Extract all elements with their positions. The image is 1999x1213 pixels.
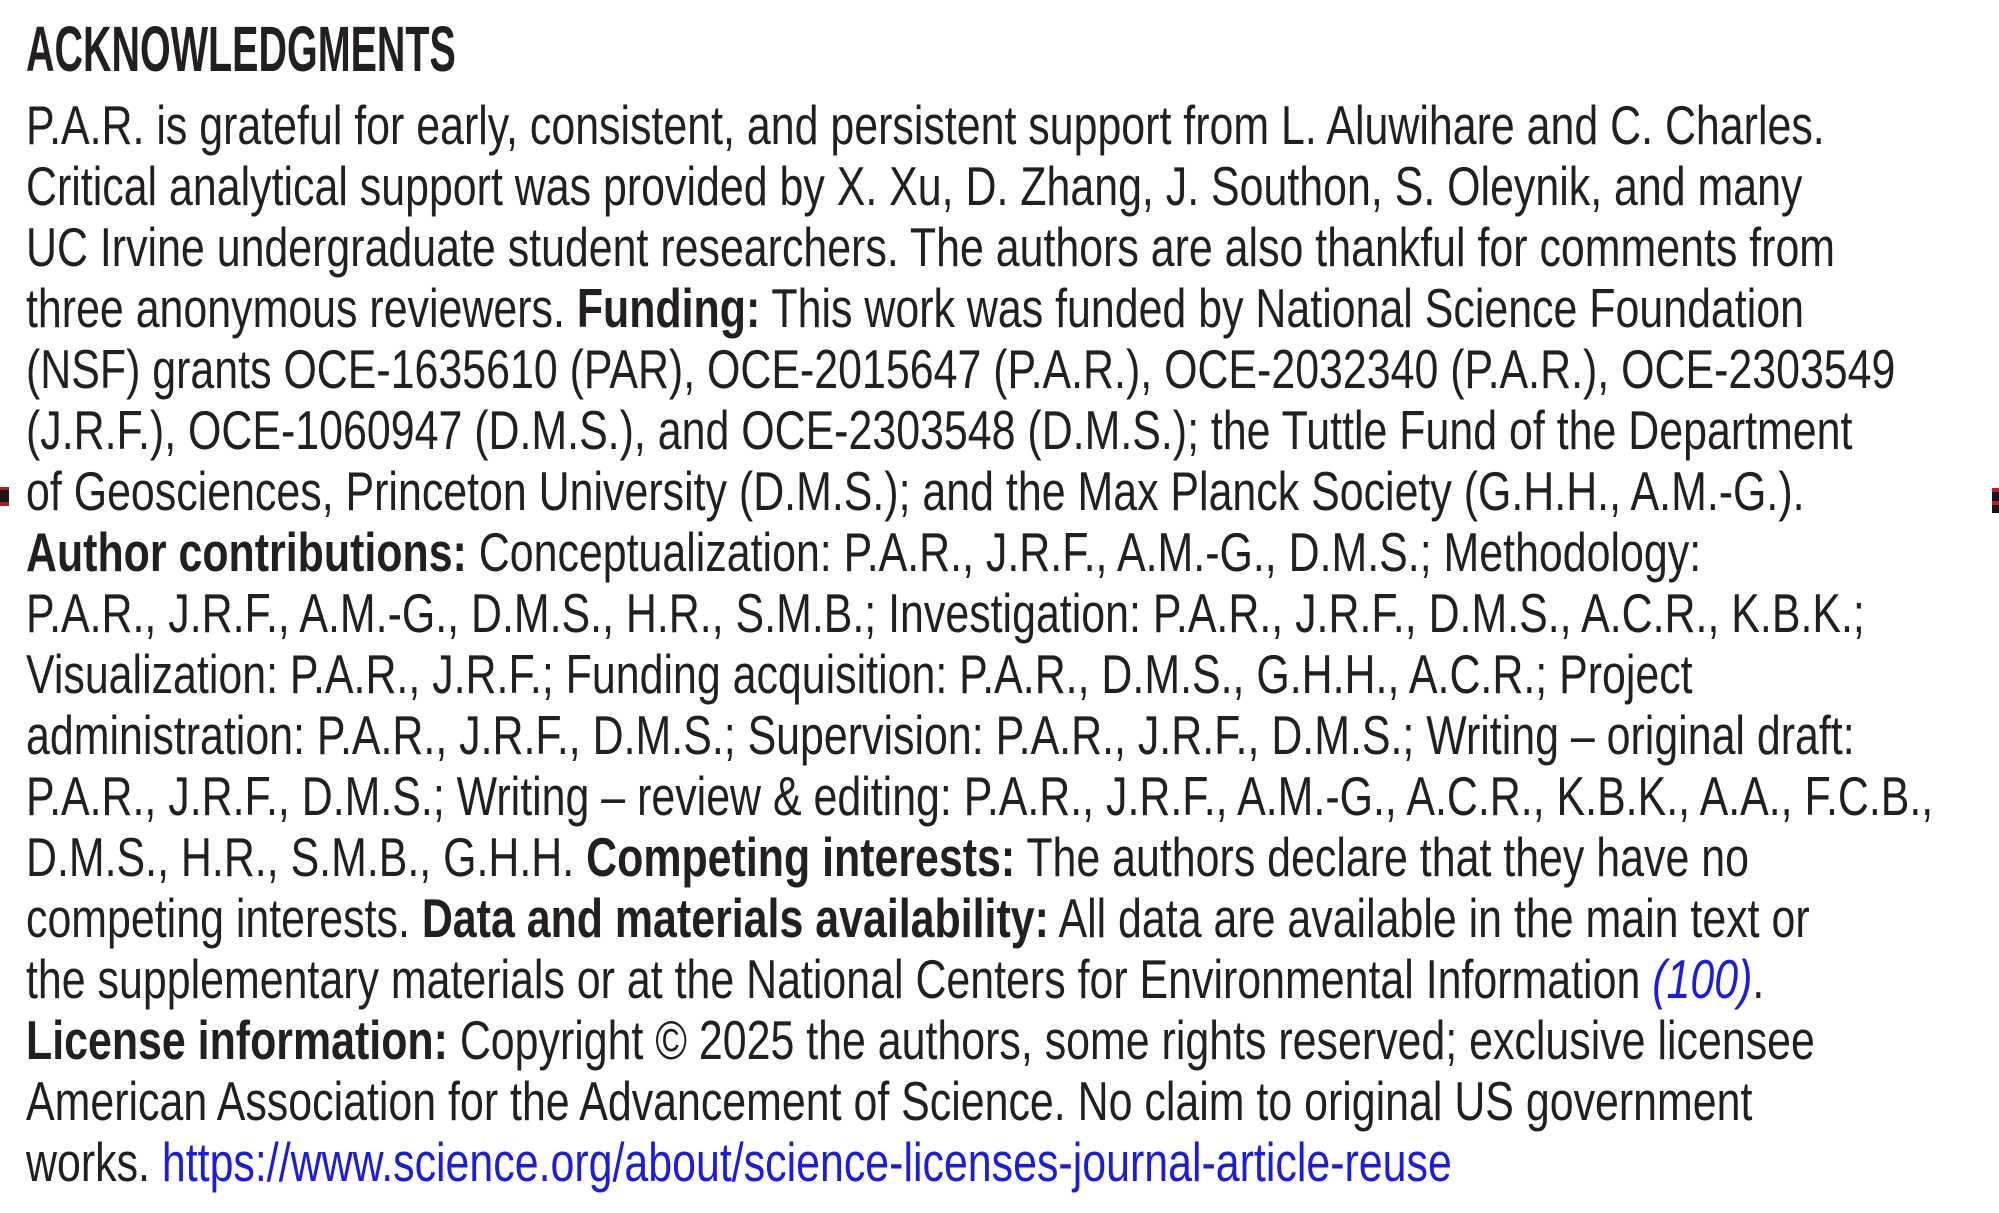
text-run: Competing interests: — [586, 826, 1016, 888]
text-run: Conceptualization: P.A.R., J.R.F., A.M.-G., D.M.S.; Methodology: — [466, 521, 1702, 583]
acknowledgments-body — [26, 95, 1999, 1193]
right-margin-crop-mark — [1992, 488, 1999, 513]
text-line — [26, 644, 1693, 705]
section-title: ACKNOWLEDGMENTS — [26, 13, 456, 85]
license-url-link[interactable]: https://www.science.org/about/science-licenses-journal-article-reuse — [161, 1131, 1452, 1193]
text-run: . — [1752, 948, 1765, 1010]
text-run: Critical analytical support was provided by X. Xu, D. Zhang, J. Southon, S. Oleynik, and many — [26, 155, 1803, 217]
text-line — [26, 156, 1802, 217]
text-line — [26, 1010, 1815, 1071]
text-line — [26, 217, 1835, 278]
text-line — [26, 95, 1825, 156]
text-run: Data and materials availability: — [421, 887, 1049, 949]
text-line — [26, 827, 1749, 888]
text-line — [26, 1132, 1452, 1193]
text-line — [26, 949, 1764, 1010]
text-run: License information: — [26, 1009, 448, 1071]
text-run: three anonymous reviewers. — [26, 277, 577, 339]
text-run: the supplementary materials or at the National Centers for Environmental Information — [26, 948, 1653, 1010]
text-line — [26, 400, 1852, 461]
text-line — [26, 583, 1865, 644]
text-run: All data are available in the main text or — [1048, 887, 1810, 949]
text-run: D.M.S., H.R., S.M.B., G.H.H. — [26, 826, 587, 888]
text-line — [26, 278, 1804, 339]
text-run: of Geosciences, Princeton University (D.M.S.); and the Max Planck Society (G.H.H., A.M.-G.). — [26, 460, 1805, 522]
text-run: (NSF) grants OCE-1635610 (PAR), OCE-2015647 (P.A.R.), OCE-2032340 (P.A.R.), OCE-2303549 — [26, 338, 1896, 400]
text-run: Copyright © 2025 the authors, some rights reserved; exclusive licensee — [447, 1009, 1815, 1071]
text-line — [26, 1071, 1752, 1132]
text-run: The authors declare that they have no — [1015, 826, 1749, 888]
text-line — [26, 461, 1805, 522]
text-line — [26, 522, 1701, 583]
text-run: P.A.R., J.R.F., A.M.-G., D.M.S., H.R., S.M.B.; Investigation: P.A.R., J.R.F., D.M.S., A.C.R., K.B.K.; — [26, 582, 1865, 644]
text-line — [26, 339, 1895, 400]
text-run: administration: P.A.R., J.R.F., D.M.S.; Supervision: P.A.R., J.R.F., D.M.S.; Writing – original draft: — [26, 704, 1855, 766]
text-run: competing interests. — [26, 887, 422, 949]
text-run: Author contributions: — [26, 521, 467, 583]
text-run: (J.R.F.), OCE-1060947 (D.M.S.), and OCE-2303548 (D.M.S.); the Tuttle Fund of the Department — [26, 399, 1853, 461]
text-run: works. — [26, 1131, 162, 1193]
text-run: This work was funded by National Science Foundation — [760, 277, 1804, 339]
text-line — [26, 888, 1810, 949]
text-run: Visualization: P.A.R., J.R.F.; Funding acquisition: P.A.R., D.M.S., G.H.H., A.C.R.; Project — [26, 643, 1693, 705]
text-line — [26, 705, 1855, 766]
text-run: American Association for the Advancement of Science. No claim to original US government — [26, 1070, 1753, 1132]
reference-link-100[interactable]: (100) — [1652, 948, 1753, 1010]
text-run: Funding: — [576, 277, 761, 339]
text-run: P.A.R. is grateful for early, consistent, and persistent support from L. Aluwihare and C. Charles. — [26, 94, 1825, 156]
text-line — [26, 766, 1933, 827]
text-run: UC Irvine undergraduate student researchers. The authors are also thankful for comments from — [26, 216, 1836, 278]
left-margin-crop-mark — [0, 487, 9, 506]
text-run: P.A.R., J.R.F., D.M.S.; Writing – review & editing: P.A.R., J.R.F., A.M.-G., A.C.R., K.B.K., A.A., F.C.B., — [26, 765, 1934, 827]
